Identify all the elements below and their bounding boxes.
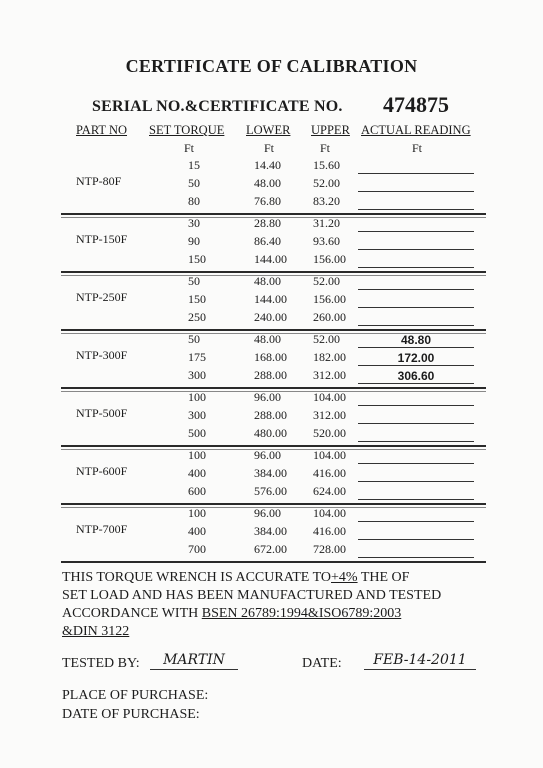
date-value: FEB-14-2011 <box>364 652 476 670</box>
header-lower: LOWER <box>246 123 291 137</box>
actual-reading-line <box>358 423 474 424</box>
unit-lower: Ft <box>264 141 275 155</box>
place-of-purchase-label: PLACE OF PURCHASE: <box>62 688 209 703</box>
set-torque-value: 50 <box>188 274 200 288</box>
lower-limit-value: 384.00 <box>254 466 287 480</box>
unit-actual-reading: Ft <box>412 141 423 155</box>
lower-limit-value: 76.80 <box>254 194 281 208</box>
upper-limit-value: 182.00 <box>313 350 346 364</box>
lower-limit-value: 86.40 <box>254 234 281 248</box>
upper-limit-value: 416.00 <box>313 466 346 480</box>
upper-limit-value: 52.00 <box>313 332 340 346</box>
lower-limit-value: 14.40 <box>254 158 281 172</box>
note-line2: SET LOAD AND HAS BEEN MANUFACTURED AND TESTED <box>62 588 442 603</box>
upper-limit-value: 83.20 <box>313 194 340 208</box>
lower-limit-value: 48.00 <box>254 274 281 288</box>
upper-limit-value: 312.00 <box>313 368 346 382</box>
part-number: NTP-300F <box>76 348 128 362</box>
upper-limit-value: 104.00 <box>313 390 346 404</box>
set-torque-value: 400 <box>188 524 206 538</box>
lower-limit-value: 96.00 <box>254 506 281 520</box>
lower-limit-value: 48.00 <box>254 176 281 190</box>
actual-reading-line <box>358 557 474 558</box>
set-torque-value: 100 <box>188 390 206 404</box>
actual-reading-line <box>358 325 474 326</box>
upper-limit-value: 520.00 <box>313 426 346 440</box>
actual-reading-line <box>358 365 474 366</box>
lower-limit-value: 672.00 <box>254 542 287 556</box>
set-torque-value: 50 <box>188 332 200 346</box>
upper-limit-value: 93.60 <box>313 234 340 248</box>
upper-limit-value: 15.60 <box>313 158 340 172</box>
lower-limit-value: 48.00 <box>254 332 281 346</box>
upper-limit-value: 260.00 <box>313 310 346 324</box>
lower-limit-value: 480.00 <box>254 426 287 440</box>
group-separator <box>61 387 486 389</box>
upper-limit-value: 728.00 <box>313 542 346 556</box>
actual-reading-line <box>358 209 474 210</box>
upper-limit-value: 104.00 <box>313 448 346 462</box>
set-torque-value: 250 <box>188 310 206 324</box>
header-upper: UPPER <box>311 123 350 137</box>
upper-limit-value: 31.20 <box>313 216 340 230</box>
lower-limit-value: 240.00 <box>254 310 287 324</box>
serial-number: 474875 <box>383 92 449 117</box>
date-label: DATE: <box>302 656 342 671</box>
set-torque-value: 500 <box>188 426 206 440</box>
group-separator <box>61 213 486 215</box>
actual-reading-line <box>358 499 474 500</box>
actual-reading-line <box>358 481 474 482</box>
lower-limit-value: 288.00 <box>254 408 287 422</box>
group-separator <box>61 445 486 447</box>
header-set-torque: SET TORQUE <box>149 123 225 137</box>
set-torque-value: 50 <box>188 176 200 190</box>
note-line3: ACCORDANCE WITH <box>62 606 202 621</box>
actual-reading-line <box>358 383 474 384</box>
set-torque-value: 90 <box>188 234 200 248</box>
actual-reading-line <box>358 347 474 348</box>
group-separator <box>61 329 486 331</box>
actual-reading-value: 306.60 <box>397 369 435 383</box>
lower-limit-value: 28.80 <box>254 216 281 230</box>
set-torque-value: 300 <box>188 408 206 422</box>
lower-limit-value: 168.00 <box>254 350 287 364</box>
actual-reading-line <box>358 307 474 308</box>
group-separator <box>61 271 486 273</box>
upper-limit-value: 156.00 <box>313 292 346 306</box>
actual-reading-line <box>358 249 474 250</box>
upper-limit-value: 52.00 <box>313 274 340 288</box>
actual-reading-line <box>358 173 474 174</box>
standards-reference: BSEN 26789:1994&ISO6789:2003 <box>201 606 402 621</box>
upper-limit-value: 624.00 <box>313 484 346 498</box>
part-number: NTP-500F <box>76 406 128 420</box>
lower-limit-value: 144.00 <box>254 292 287 306</box>
group-separator <box>61 503 486 505</box>
tested-by-label: TESTED BY: <box>62 656 140 671</box>
actual-reading-line <box>358 231 474 232</box>
certificate-title: CERTIFICATE OF CALIBRATION <box>125 56 418 76</box>
set-torque-value: 100 <box>188 448 206 462</box>
lower-limit-value: 96.00 <box>254 390 281 404</box>
set-torque-value: 175 <box>188 350 206 364</box>
lower-limit-value: 576.00 <box>254 484 287 498</box>
upper-limit-value: 156.00 <box>313 252 346 266</box>
unit-upper: Ft <box>320 141 331 155</box>
tolerance-value: +4% <box>331 570 358 585</box>
part-number: NTP-700F <box>76 522 128 536</box>
table-bottom-rule <box>61 561 486 563</box>
header-part-no: PART NO <box>76 123 128 137</box>
note-line1: THIS TORQUE WRENCH IS ACCURATE TO <box>62 570 332 585</box>
set-torque-value: 15 <box>188 158 200 172</box>
set-torque-value: 600 <box>188 484 206 498</box>
upper-limit-value: 104.00 <box>313 506 346 520</box>
actual-reading-value: 48.80 <box>400 333 432 347</box>
tested-by-signature: MARTIN <box>150 652 238 670</box>
unit-set-torque: Ft <box>184 141 195 155</box>
set-torque-value: 300 <box>188 368 206 382</box>
lower-limit-value: 384.00 <box>254 524 287 538</box>
lower-limit-value: 288.00 <box>254 368 287 382</box>
set-torque-value: 80 <box>188 194 200 208</box>
actual-reading-line <box>358 441 474 442</box>
actual-reading-line <box>358 539 474 540</box>
upper-limit-value: 52.00 <box>313 176 340 190</box>
note-line1-end: THE OF <box>357 570 410 585</box>
actual-reading-line <box>358 521 474 522</box>
actual-reading-line <box>358 289 474 290</box>
upper-limit-value: 312.00 <box>313 408 346 422</box>
set-torque-value: 700 <box>188 542 206 556</box>
lower-limit-value: 96.00 <box>254 448 281 462</box>
header-actual-reading: ACTUAL READING <box>361 123 471 137</box>
set-torque-value: 100 <box>188 506 206 520</box>
serial-label: SERIAL NO.&CERTIFICATE NO. <box>92 98 343 115</box>
upper-limit-value: 416.00 <box>313 524 346 538</box>
actual-reading-line <box>358 405 474 406</box>
actual-reading-line <box>358 463 474 464</box>
accuracy-statement <box>62 569 502 641</box>
part-number: NTP-250F <box>76 290 128 304</box>
actual-reading-line <box>358 267 474 268</box>
actual-reading-value: 172.00 <box>397 351 435 365</box>
actual-reading-line <box>358 191 474 192</box>
lower-limit-value: 144.00 <box>254 252 287 266</box>
part-number: NTP-600F <box>76 464 128 478</box>
set-torque-value: 150 <box>188 292 206 306</box>
part-number: NTP-80F <box>76 174 122 188</box>
note-line4: &DIN 3122 <box>62 624 130 639</box>
set-torque-value: 30 <box>188 216 200 230</box>
set-torque-value: 150 <box>188 252 206 266</box>
set-torque-value: 400 <box>188 466 206 480</box>
part-number: NTP-150F <box>76 232 128 246</box>
date-of-purchase-label: DATE OF PURCHASE: <box>62 707 200 722</box>
